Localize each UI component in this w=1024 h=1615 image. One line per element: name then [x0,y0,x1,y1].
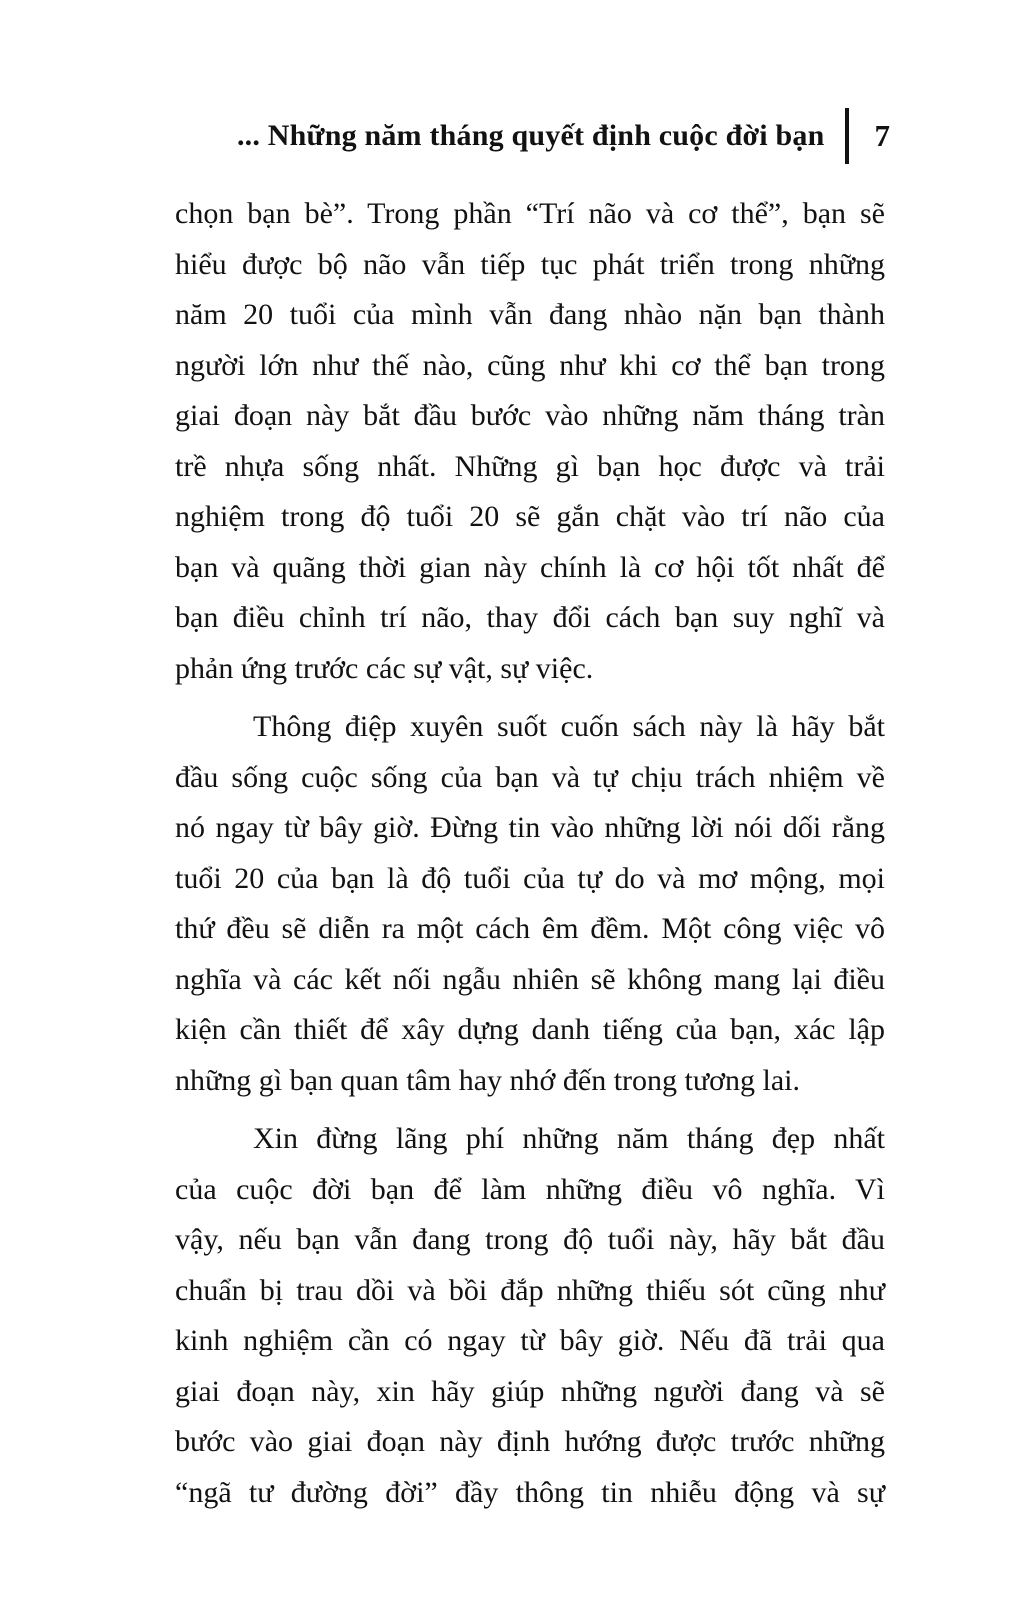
running-title: ... Những năm tháng quyết định cuộc đời bạn [236,119,825,152]
text-line: nó ngay từ bây giờ. Đừng tin vào những lời nói dối rằng [175,811,885,844]
text-line: đầu sống cuộc sống của bạn và tự chịu trách nhiệm về [175,760,885,794]
text-line: trề nhựa sống nhất. Những gì bạn học được và trải [175,449,885,483]
text-line: Xin đừng lãng phí những năm tháng đẹp nhất [253,1122,885,1155]
text-line: “ngã tư đường đời” đầy thông tin nhiễu động và sự [175,1475,885,1509]
text-line: giai đoạn này, xin hãy giúp những người đang và sẽ [175,1374,885,1408]
text-line: người lớn như thế nào, cũng như khi cơ thể bạn trong [175,348,885,382]
text-line: giai đoạn này bắt đầu bước vào những năm tháng tràn [175,399,885,432]
text-line: hiểu được bộ não vẫn tiếp tục phát triển trong những [175,247,885,281]
text-line: vậy, nếu bạn vẫn đang trong độ tuổi này, hãy bắt đầu [175,1223,885,1256]
page-header [237,108,890,164]
text-line: năm 20 tuổi của mình vẫn đang nhào nặn bạn thành [175,298,885,331]
page-number: 7 [874,118,890,153]
text-line: những gì bạn quan tâm hay nhớ đến trong tương lai. [175,1063,800,1097]
paragraph [175,189,885,694]
text-line: bước vào giai đoạn này định hướng được trước những [175,1425,885,1458]
text-line: tuổi 20 của bạn là độ tuổi của tự do và mơ mộng, mọi [175,861,885,895]
text-line: chọn bạn bè”. Trong phần “Trí não và cơ thể”, bạn sẽ [175,197,885,230]
header-divider [845,108,849,164]
text-line: của cuộc đời bạn để làm những điều vô nghĩa. Vì [175,1172,885,1206]
text-line: thứ đều sẽ diễn ra một cách êm đềm. Một công việc vô [175,912,885,945]
paragraph [175,702,885,1106]
text-line: nghiệm trong độ tuổi 20 sẽ gắn chặt vào trí não của [175,500,885,533]
text-line: chuẩn bị trau dồi và bồi đắp những thiếu sót cũng như [175,1273,885,1307]
text-line: bạn và quãng thời gian này chính là cơ hội tốt nhất để [175,550,885,584]
text-line: kinh nghiệm cần có ngay từ bây giờ. Nếu đã trải qua [175,1324,885,1357]
text-line: nghĩa và các kết nối ngẫu nhiên sẽ không mang lại điều [175,962,885,996]
text-line: Thông điệp xuyên suốt cuốn sách này là hãy bắt [253,710,885,743]
text-line: kiện cần thiết để xây dựng danh tiếng của bạn, xác lập [175,1013,885,1046]
text-line: phản ứng trước các sự vật, sự việc. [175,651,594,685]
text-line: bạn điều chỉnh trí não, thay đổi cách bạn suy nghĩ và [175,601,885,634]
paragraph [175,1114,885,1518]
page-body [175,189,885,1518]
